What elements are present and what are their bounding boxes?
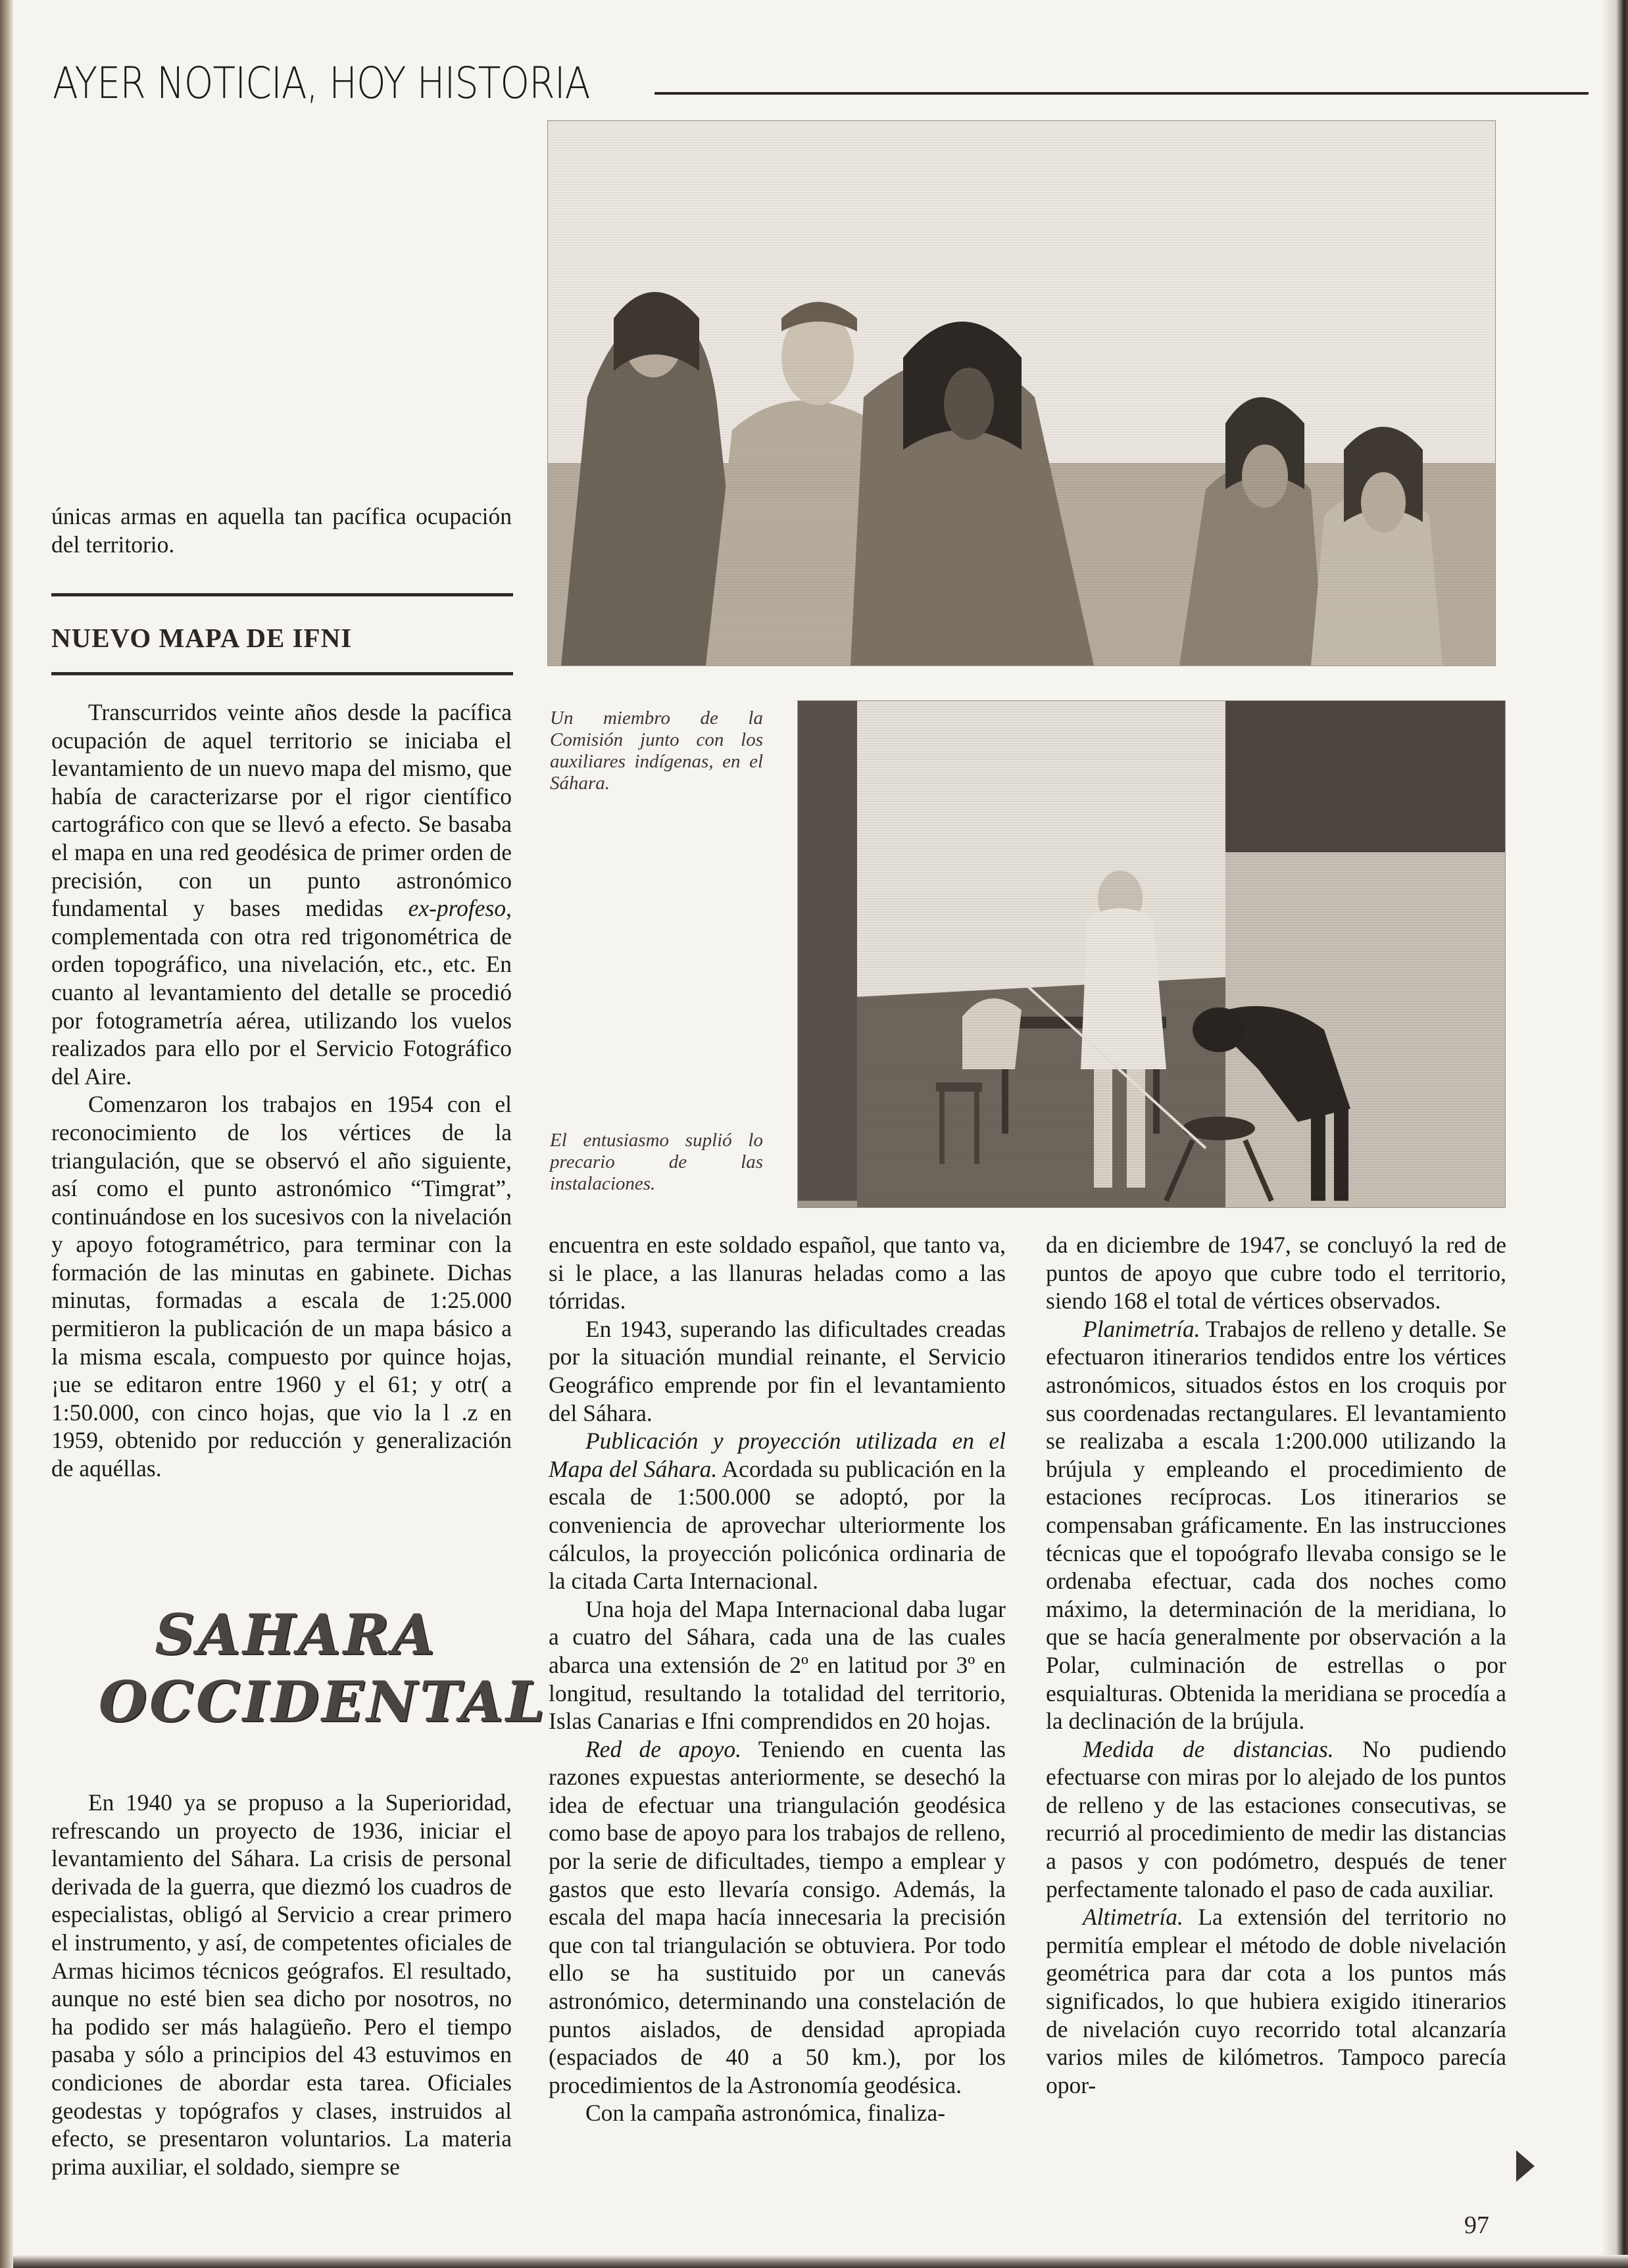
middle-paragraph-3-body: Acordada su publicación en la escala de 1:500.000 se adoptó, por la conveniencia de aprovechar ulteriormente los cálculos, la proyección policónica ordinaria de la citada Carta Internacional. bbox=[549, 1455, 1006, 1595]
section-title-line-2: OCCIDENTAL bbox=[99, 1669, 547, 1734]
right-paragraph-3-lead: Medida de distancias. bbox=[1083, 1735, 1334, 1762]
ifni-paragraph-1-part-a: Transcurridos veinte años desde la pacífica ocupación de aquel territorio se iniciaba el levantamiento de un nuevo mapa del mismo, que había de caracterizarse por el rigor científico cartográfico con que se llevó a efecto. Se basaba el mapa en una red geodésica de primer orden de precisión, con un punto astronómico fundamental y bases medidas bbox=[51, 699, 512, 922]
intro-tail-paragraph: únicas armas en aquella tan pacífica ocupación del territorio. bbox=[51, 503, 512, 558]
middle-paragraph-1: encuentra en este soldado español, que tanto va, si le place, a las llanuras heladas como a las tórridas. bbox=[549, 1232, 1006, 1315]
left-column-intro-tail bbox=[51, 502, 512, 558]
middle-paragraph-5-body: Teniendo en cuenta las razones expuestas anteriormente, se desechó la idea de efectuar una triangulación geodésica como base de apoyo para los trabajos de relleno, por la serie de dificultades, tiempo a emplear y gastos que esto llevaría consigo. Además, la escala del mapa hacía innecesaria la precisión que con tal triangulación se obtuviera. Por todo ello se ha sustituido por un canevás astronómico, determinando una constelación de puntos aislados, de densidad apropiada (espaciados de 40 a 50 km.), por los procedimientos de la Astronomía geodésica. bbox=[549, 1735, 1006, 2098]
right-paragraph-3-body: No pudiendo efectuarse con miras por lo alejado de los puntos de relleno y de las estaciones consecutivas, se recurrió al procedimiento de medir las distancias a pasos y con podómetro, después de tener perfectamente talonado el paso de cada auxiliar. bbox=[1046, 1735, 1506, 1902]
middle-paragraph-3-lead: Publicación y proyección utilizada en el Mapa del Sáhara. bbox=[549, 1428, 1006, 1482]
middle-paragraph-2: En 1943, superando las dificultades creadas por la situación mundial reinante, el Servicio Geográfico emprende por fin el levantamiento del Sáhara. bbox=[549, 1315, 1006, 1426]
ifni-paragraph-1-italic: ex-profeso bbox=[408, 895, 506, 922]
caption-photo-2: El entusiasmo suplió lo precario de las instalaciones. bbox=[550, 1130, 763, 1194]
right-paragraph-3 bbox=[1046, 1735, 1506, 1904]
section-rule-bottom bbox=[51, 672, 513, 675]
section-title-sahara-occidental bbox=[99, 1601, 547, 1735]
middle-paragraph-4: Una hoja del Mapa Internacional daba lugar a cuatro del Sáhara, cada una de las cuales abarca una extensión de 2º en latitud por 3º en longitud, resultando la totalidad del territorio, Islas Canarias e Ifni comprendidos en 20 hojas. bbox=[549, 1595, 1006, 1735]
middle-paragraph-3 bbox=[549, 1427, 1006, 1595]
sahara-paragraph: En 1940 ya se propuso a la Superioridad, refrescando un proyecto de 1936, iniciar el levantamiento del Sáhara. La crisis de personal derivada de la guerra, que diezmó los cuadros de especialistas, obligó al Servicio a crear primero el instrumento, y así, de competentes oficiales de Armas hicimos técnicos geógrafos. El resultado, aunque no esté bien sea dicho por nosotros, no ha podido ser más halagüeño. Pero el tiempo pasaba y sólo a principios del 43 estuvimos en condiciones de abordar esta tarea. Oficiales geodestas y topógrafos y clases, instruidos al efecto, se presentaron voluntarios. La materia prima auxiliar, el soldado, siempre se bbox=[51, 1789, 512, 2180]
ifni-paragraph-1-part-b: , complementada con otra red trigonométrica de orden topográfico, una nivelación, etc., etc. En cuanto al levantamiento del detalle se procedió por fotogrametría aérea, utilizando los vuelos realizados para ello por el Servicio Fotográfico del Aire. bbox=[51, 895, 512, 1090]
middle-column bbox=[549, 1231, 1006, 2127]
photo-1-illustration bbox=[548, 121, 1495, 665]
ifni-paragraph-1 bbox=[51, 698, 512, 1090]
running-head-rule bbox=[654, 92, 1589, 95]
ifni-paragraph-2: Comenzaron los trabajos en 1954 con el reconocimiento de los vértices de la triangulación, que se observó el año siguiente, así como el punto astronómico “Timgrat”, continuándose en los sucesivos con la nivelación y apoyo fotogramétrico, para terminar con la formación de las minutas en gabinete. Dichas minutas, formadas a escala de 1:25.000 permitieron la publicación de un mapa básico a la misma escala, compuesto por quince hojas, ¡ue se editaron entre 1960 y el 61; y otr( a 1:50.000, con cinco hojas, que vio la l .z en 1959, obtenido por reducción y generalización de aquéllas. bbox=[51, 1091, 512, 1482]
photo-tent-instruments bbox=[797, 700, 1506, 1208]
page-binding-shadow-left bbox=[0, 0, 13, 2268]
running-head: AYER NOTICIA, HOY HISTORIA bbox=[53, 58, 590, 109]
middle-paragraph-5 bbox=[549, 1735, 1006, 2100]
photo-2-illustration bbox=[798, 701, 1505, 1207]
middle-paragraph-6: Con la campaña astronómica, finaliza- bbox=[585, 2100, 946, 2127]
right-column bbox=[1046, 1231, 1506, 2099]
section-rule-top bbox=[51, 593, 513, 596]
right-paragraph-2 bbox=[1046, 1315, 1506, 1735]
photo-commission-member-with-auxiliaries bbox=[547, 120, 1496, 666]
caption-photo-1: Un miembro de la Comisión junto con los auxiliares indígenas, en el Sáhara. bbox=[550, 708, 763, 794]
right-paragraph-4-body: La extensión del territorio no permitía emplear el método de doble nivelación geométrica para dar cota a los puntos más significados, lo que hubiera exigido itinerarios de nivelación cuyo recorrido total alcanzaría varios miles de kilómetros. Tampoco parecía opor- bbox=[1046, 1904, 1506, 2098]
left-column-ifni-text bbox=[51, 698, 512, 1483]
page-number: 97 bbox=[1464, 2211, 1489, 2239]
section-title-line-1: SAHARA bbox=[155, 1602, 437, 1667]
right-paragraph-1: da en diciembre de 1947, se concluyó la red de puntos de apoyo que cubre todo el territorio, siendo 168 el total de vértices observados. bbox=[1046, 1232, 1506, 1315]
left-column-sahara-text bbox=[51, 1789, 512, 2181]
right-paragraph-2-lead: Planimetría. bbox=[1083, 1315, 1200, 1342]
right-paragraph-4-lead: Altimetría. bbox=[1083, 1904, 1183, 1931]
right-paragraph-2-body: Trabajos de relleno y detalle. Se efectuaron itinerarios tendidos entre los vértices astronómicos, situados éstos en los croquis por sus coordenadas rectangulares. El levantamiento se realizaba a escala 1:200.000 utilizando la brújula y empleando el procedimiento de estaciones recíprocas. Los itinerarios se compensaban gráficamente. En las instrucciones técnicas que el topoógrafo llevaba consigo se le ordenaba efectuar, cada dos noches como máximo, la determinación de la meridiana, lo que se hacía generalmente por observación a la Polar, culminación de estrellas o por esquialturas. Obtenida la meridiana se procedía a la declinación de la brújula. bbox=[1046, 1315, 1506, 1735]
right-paragraph-4 bbox=[1046, 1903, 1506, 2099]
page-binding-shadow-right bbox=[1602, 0, 1628, 2268]
page-bottom-edge bbox=[13, 2255, 1628, 2268]
middle-paragraph-5-lead: Red de apoyo. bbox=[585, 1735, 742, 1762]
section-heading-nuevo-mapa-de-ifni: NUEVO MAPA DE IFNI bbox=[51, 623, 353, 653]
triangle-right-icon bbox=[1516, 2150, 1535, 2182]
